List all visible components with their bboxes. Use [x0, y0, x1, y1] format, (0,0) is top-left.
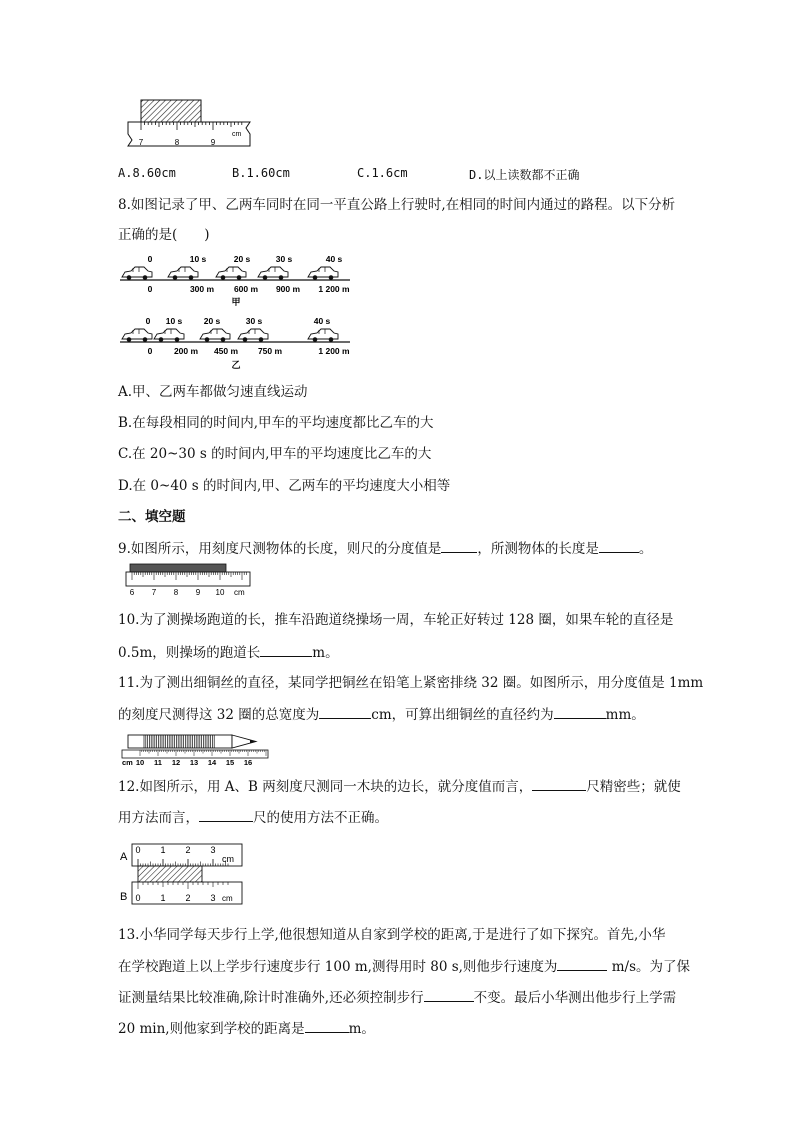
q13-blank-control[interactable] — [424, 987, 474, 1002]
q11-line1: 11.为了测出细铜丝的直径，某同学把铜丝在铅笔上紧密排绕 32 圈。如图所示，用分度值是 1mm — [118, 675, 704, 691]
q10-blank-length[interactable] — [260, 642, 312, 657]
q12-text-3: 用方法而言， — [118, 810, 199, 826]
q13-blank-speed[interactable] — [557, 956, 607, 971]
car-icon — [200, 329, 230, 342]
q9-text-3: 。 — [638, 541, 653, 557]
q13-text-5: 20 min,则他家到学校的距离是 — [118, 1021, 305, 1037]
q7-option-c: C.1.6cm — [357, 166, 408, 180]
q11-tick-label: 15 — [225, 758, 235, 766]
q12-line1 — [118, 776, 681, 797]
q9-unit-label: cm — [234, 588, 245, 597]
q12-text-2: 尺精密些；就使 — [586, 779, 681, 795]
q7-tick-label: 8 — [174, 138, 180, 147]
car-icon — [258, 267, 288, 280]
q10-line1: 10.为了测操场跑道的长，推车沿跑道绕操场一周，车轮正好转过 128 圈，如果车轮的直径是 — [118, 612, 674, 628]
q11-tick-label: 11 — [154, 758, 162, 766]
jia-distance-label: 900 m — [275, 284, 301, 294]
q7-tick-label: 7 — [138, 138, 144, 147]
yi-distance-label: 1 200 m — [318, 346, 350, 356]
q10-text-1: 0.5m，则操场的跑道长 — [118, 645, 261, 661]
jia-distance-label: 600 m — [233, 284, 259, 294]
ruler-a-tick-label: 3 — [210, 845, 216, 855]
q13-line2 — [118, 956, 690, 977]
q11-tick-label: 13 — [189, 758, 199, 766]
q8-option-d: D.在 0~40 s 的时间内,甲、乙两车的平均速度大小相等 — [118, 478, 451, 494]
ruler-b-tick-label: 2 — [185, 893, 191, 903]
yi-time-label: 40 s — [313, 316, 331, 326]
ruler-a-label: A — [120, 851, 128, 863]
jia-time-label: 0 — [147, 254, 153, 264]
yi-distance-label: 750 m — [257, 346, 283, 356]
ruler-b-tick-label: 1 — [160, 893, 166, 903]
yi-label: 乙 — [231, 360, 241, 370]
jia-time-label: 20 s — [233, 254, 251, 264]
q13-line1: 13.小华同学每天步行上学,他很想知道从自家到学校的距离,于是进行了如下探究。首先,小华 — [118, 927, 666, 943]
q13-text-4: 不变。最后小华测出他步行上学需 — [473, 990, 677, 1006]
q10-text-2: m。 — [312, 645, 339, 661]
q9-tick-label: 10 — [215, 588, 225, 597]
q11-text-2: cm，可算出细铜丝的直径约为 — [371, 707, 554, 723]
car-icon — [154, 329, 184, 342]
q9-tick-label: 6 — [129, 588, 135, 597]
jia-distance-label: 300 m — [189, 284, 215, 294]
q13-text-1: 在学校跑道上以上学步行速度步行 100 m,测得用时 80 s,则他步行速度为 — [118, 959, 558, 975]
q11-tick-label: 10 — [135, 758, 145, 766]
ruler-b-tick-label: 3 — [210, 893, 216, 903]
q7-unit-label: cm — [232, 131, 242, 138]
yi-time-label: 20 s — [203, 316, 221, 326]
q11-blank-width[interactable] — [319, 704, 371, 719]
yi-distance-label: 200 m — [173, 346, 199, 356]
q9-object — [130, 564, 226, 572]
q9-text-2: ，所测物体的长度是 — [477, 541, 599, 557]
q13-text-2: m/s。为了保 — [611, 959, 690, 975]
jia-time-label: 10 s — [189, 254, 207, 264]
q9-blank-division[interactable] — [441, 538, 477, 553]
q11-text-3: mm。 — [605, 707, 645, 723]
ruler-a-tick-label: 2 — [185, 845, 191, 855]
car-icon — [122, 329, 152, 342]
q8-option-c: C.在 20~30 s 的时间内,甲车的平均速度比乙车的大 — [118, 446, 432, 462]
q12-line2 — [118, 807, 388, 828]
car-icon — [216, 267, 246, 280]
q8-cars-figure — [118, 252, 358, 372]
q9-ruler-figure — [124, 563, 254, 599]
car-icon — [308, 267, 338, 280]
q13-text-6: m。 — [348, 1021, 375, 1037]
q11-tick-label: 12 — [171, 758, 181, 766]
q11-blank-diameter[interactable] — [554, 704, 606, 719]
yi-time-label: 10 s — [165, 316, 183, 326]
q12-text-1: 12.如图所示，用 A、B 两刻度尺测同一木块的边长，就分度值而言， — [118, 779, 533, 795]
q9-ruler-body — [126, 572, 250, 586]
q10-line2 — [118, 642, 339, 663]
q11-tick-label: 16 — [243, 758, 253, 766]
q7-block — [141, 100, 201, 122]
q13-line3 — [118, 987, 676, 1008]
yi-time-label: 30 s — [245, 316, 263, 326]
jia-distance-label: 1 200 m — [318, 284, 350, 294]
q7-option-a: A.8.60cm — [118, 166, 176, 180]
q13-line4 — [118, 1018, 375, 1039]
q12-blank-incorrect[interactable] — [199, 807, 253, 822]
q9-blank-length[interactable] — [599, 538, 639, 553]
jia-label: 甲 — [231, 297, 241, 307]
ruler-a-tick-label: 1 — [160, 845, 166, 855]
q7-ruler-figure — [124, 96, 256, 152]
ruler-b-label: B — [120, 891, 128, 903]
ruler-b-unit: cm — [222, 894, 233, 903]
section-title: 二、填空题 — [118, 509, 186, 525]
yi-distance-label: 450 m — [213, 346, 239, 356]
q8-stem-line1: 8.如图记录了甲、乙两车同时在同一平直公路上行驶时,在相同的时间内通过的路程。以下分析 — [118, 197, 676, 213]
q8-option-a: A.甲、乙两车都做匀速直线运动 — [118, 384, 308, 400]
q9-line — [118, 538, 652, 559]
jia-time-label: 30 s — [275, 254, 293, 264]
q7-option-d: D.以上读数都不正确 — [469, 168, 580, 182]
q12-blank-precise[interactable] — [532, 776, 586, 791]
jia-distance-label: 0 — [147, 284, 153, 294]
q12-text-4: 尺的使用方法不正确。 — [253, 810, 388, 826]
ruler-a-tick-label: 0 — [135, 845, 141, 855]
q9-tick-label: 7 — [151, 588, 157, 597]
q9-tick-label: 8 — [173, 588, 179, 597]
q8-option-b: B.在每段相同的时间内,甲车的平均速度都比乙车的大 — [118, 415, 434, 431]
jia-time-label: 40 s — [325, 254, 343, 264]
car-icon — [168, 267, 198, 280]
car-icon — [238, 329, 268, 342]
q11-pencil-ruler-figure — [120, 730, 272, 766]
ruler-a-unit: cm — [222, 854, 234, 864]
q11-line2 — [118, 704, 645, 725]
q7-option-b: B.1.60cm — [232, 166, 290, 180]
q9-tick-label: 9 — [195, 588, 201, 597]
q12-block — [138, 866, 202, 882]
q9-text-1: 9.如图所示，用刻度尺测物体的长度，则尺的分度值是 — [118, 541, 442, 557]
yi-time-label: 0 — [145, 316, 151, 326]
q11-tick-label: 14 — [207, 758, 217, 766]
yi-distance-label: 0 — [147, 346, 153, 356]
q8-stem-line2: 正确的是( ) — [118, 227, 210, 243]
q13-text-3: 证测量结果比较准确,除计时准确外,还必须控制步行 — [118, 990, 424, 1006]
q11-text-1: 的刻度尺测得这 32 圈的总宽度为 — [118, 707, 320, 723]
ruler-b-tick-label: 0 — [135, 893, 141, 903]
q7-tick-label: 9 — [210, 138, 216, 147]
q13-blank-distance[interactable] — [305, 1018, 349, 1033]
car-icon — [308, 329, 338, 342]
q11-unit-label: cm — [122, 758, 133, 766]
q12-rulers-figure — [118, 840, 248, 908]
car-icon — [122, 267, 152, 280]
